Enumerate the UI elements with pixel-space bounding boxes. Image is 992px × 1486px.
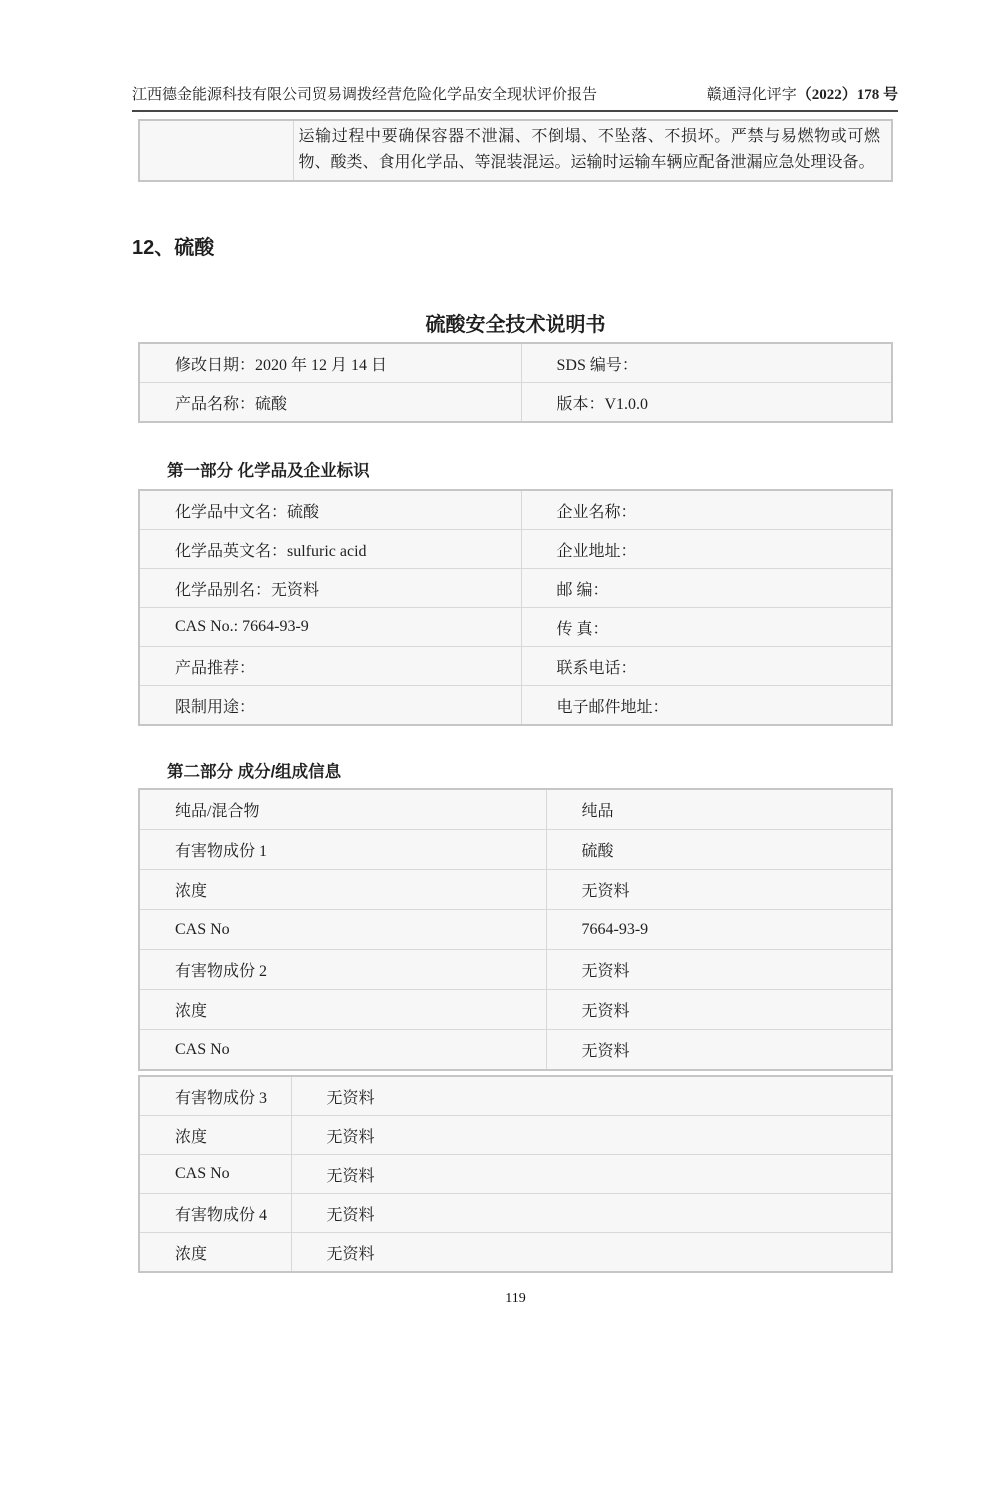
header-doc-number-value: （2022）178 号 <box>796 87 898 103</box>
table-row <box>139 490 892 530</box>
cell-product-recommendation: 产品推荐： <box>139 647 521 686</box>
cell-concentration2-label: 浓度 <box>139 990 546 1030</box>
table-row <box>139 686 892 726</box>
cell-concentration4-label: 浓度 <box>139 1233 291 1273</box>
table-row <box>139 1233 892 1273</box>
cell-hazard-component1-label: 有害物成份 1 <box>139 830 546 870</box>
cell-pure-mixture-value: 纯品 <box>546 789 892 830</box>
cell-company-name: 企业名称： <box>521 490 892 530</box>
cell-concentration1-label: 浓度 <box>139 870 546 910</box>
table-row <box>139 1076 892 1116</box>
table-row <box>139 1155 892 1194</box>
table-row <box>139 647 892 686</box>
cell-concentration2-value: 无资料 <box>546 990 892 1030</box>
cell-email: 电子邮件地址： <box>521 686 892 726</box>
cell-hazard-component4-value: 无资料 <box>291 1194 892 1233</box>
meta-cell-product-name: 产品名称：硫酸 <box>139 383 521 423</box>
cell-company-address: 企业地址： <box>521 530 892 569</box>
cell-hazard-component3-label: 有害物成份 3 <box>139 1076 291 1116</box>
cell-hazard-component2-label: 有害物成份 2 <box>139 950 546 990</box>
table-row <box>139 608 892 647</box>
sds-meta-table <box>138 342 893 423</box>
cell-hazard-component3-value: 无资料 <box>291 1076 892 1116</box>
table-row <box>139 1194 892 1233</box>
section-12-heading: 12、硫酸 <box>132 237 215 259</box>
header-report-title: 江西德金能源科技有限公司贸易调拨经营危险化学品安全现状评价报告 <box>132 87 598 103</box>
table-row <box>139 383 892 423</box>
meta-cell-sds-number: SDS 编号： <box>521 343 892 383</box>
table-row <box>139 1030 892 1071</box>
part2-heading: 第二部分 成分/组成信息 <box>167 763 342 781</box>
cell-hazard-component1-value: 硫酸 <box>546 830 892 870</box>
cell-postal-code: 邮 编： <box>521 569 892 608</box>
cell-pure-mixture-label: 纯品/混合物 <box>139 789 546 830</box>
cell-hazard-component4-label: 有害物成份 4 <box>139 1194 291 1233</box>
cell-cas-no: CAS No.: 7664-93-9 <box>139 608 521 647</box>
table-row <box>139 830 892 870</box>
table-row <box>139 950 892 990</box>
sds-title: 硫酸安全技术说明书 <box>425 314 606 336</box>
cell-restricted-use: 限制用途： <box>139 686 521 726</box>
table-row <box>139 569 892 608</box>
table-row <box>139 789 892 830</box>
cell-concentration4-value: 无资料 <box>291 1233 892 1273</box>
carryover-table <box>138 119 893 182</box>
cell-cas3-value: 无资料 <box>291 1155 892 1194</box>
cell-cas2-label: CAS No <box>139 1030 546 1071</box>
table-row <box>139 343 892 383</box>
cell-cas1-label: CAS No <box>139 910 546 950</box>
table-row <box>139 120 892 181</box>
header-divider-rule <box>132 110 898 112</box>
carryover-text-cell: 运输过程中要确保容器不泄漏、不倒塌、不坠落、不损坏。严禁与易燃物或可燃物、酸类、食用化学品、等混装混运。运输时运输车辆应配备泄漏应急处理设备。 <box>293 120 892 181</box>
part1-heading: 第一部分 化学品及企业标识 <box>167 462 370 480</box>
part2-composition-table <box>138 788 893 1071</box>
part2-composition-table-continued <box>138 1075 893 1273</box>
cell-chemical-name-cn: 化学品中文名：硫酸 <box>139 490 521 530</box>
cell-chemical-name-en: 化学品英文名：sulfuric acid <box>139 530 521 569</box>
table-row <box>139 1116 892 1155</box>
part1-identification-table <box>138 489 893 726</box>
meta-cell-revision-date: 修改日期：2020 年 12 月 14 日 <box>139 343 521 383</box>
cell-concentration1-value: 无资料 <box>546 870 892 910</box>
meta-cell-version: 版本：V1.0.0 <box>521 383 892 423</box>
carryover-empty-cell <box>139 120 293 181</box>
cell-cas3-label: CAS No <box>139 1155 291 1194</box>
page-number: 119 <box>505 1291 526 1306</box>
table-row <box>139 870 892 910</box>
cell-hazard-component2-value: 无资料 <box>546 950 892 990</box>
cell-fax: 传 真： <box>521 608 892 647</box>
table-row <box>139 530 892 569</box>
table-row <box>139 910 892 950</box>
page-header <box>132 83 898 104</box>
cell-phone: 联系电话： <box>521 647 892 686</box>
header-doc-number-text: 赣通浔化评字 <box>706 87 797 103</box>
header-doc-number <box>707 83 898 104</box>
cell-cas1-value: 7664-93-9 <box>546 910 892 950</box>
cell-chemical-alias: 化学品别名：无资料 <box>139 569 521 608</box>
cell-concentration3-value: 无资料 <box>291 1116 892 1155</box>
table-row <box>139 990 892 1030</box>
cell-concentration3-label: 浓度 <box>139 1116 291 1155</box>
cell-cas2-value: 无资料 <box>546 1030 892 1071</box>
